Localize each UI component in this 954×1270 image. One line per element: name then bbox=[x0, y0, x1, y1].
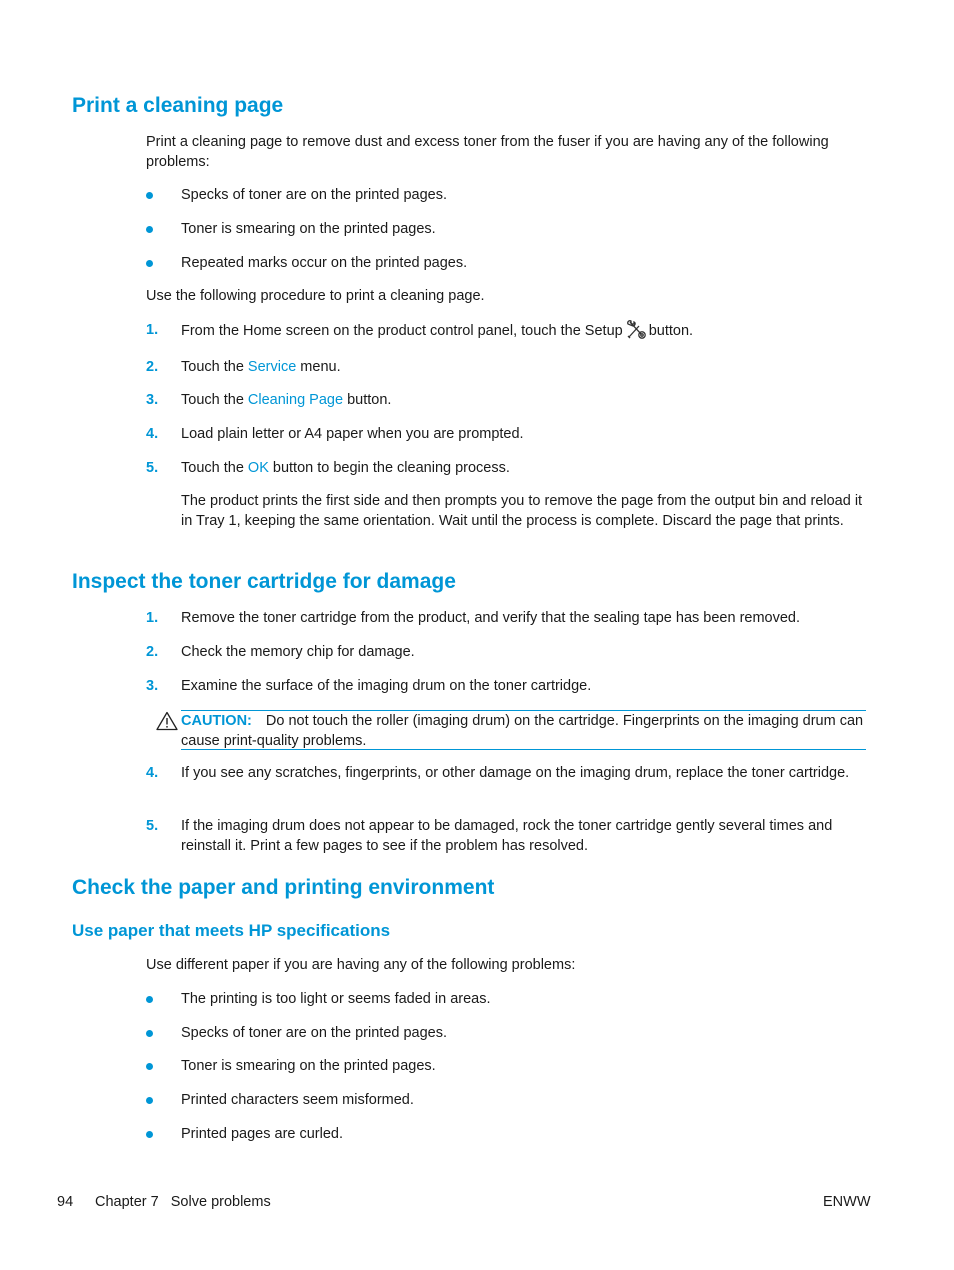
cleaning-page-link[interactable]: Cleaning Page bbox=[247, 392, 344, 408]
caution-text: Do not touch the roller (imaging drum) on the cartridge. Fingerprints on the imaging drum can cause print-quality problems. bbox=[181, 713, 864, 749]
bullet-icon bbox=[146, 192, 153, 199]
step-text: From the Home screen on the product control panel, touch the Setup button. bbox=[181, 320, 866, 341]
list-item-text: Toner is smearing on the printed pages. bbox=[181, 221, 436, 237]
page-number: 94 bbox=[57, 1194, 74, 1210]
list-item-text: Specks of toner are on the printed pages. bbox=[181, 1025, 448, 1041]
step-number: 3. bbox=[146, 392, 159, 408]
bullet-icon bbox=[146, 1097, 153, 1104]
list-item-text: Repeated marks occur on the printed pages. bbox=[181, 255, 468, 271]
list-item-text: The printing is too light or seems faded in areas. bbox=[181, 991, 491, 1007]
step-text: Touch the Cleaning Page button. bbox=[181, 392, 392, 408]
step-text: If you see any scratches, fingerprints, or other damage on the imaging drum, replace the toner cartridge. bbox=[181, 765, 850, 781]
step-number: 2. bbox=[146, 359, 159, 375]
bullet-icon bbox=[146, 1131, 153, 1138]
step-text: Examine the surface of the imaging drum on the toner cartridge. bbox=[181, 678, 592, 694]
step-text: Check the memory chip for damage. bbox=[181, 644, 415, 660]
list-item-text: Toner is smearing on the printed pages. bbox=[181, 1058, 436, 1074]
step-number: 5. bbox=[146, 818, 159, 834]
chapter-title: Chapter 7 Solve problems bbox=[95, 1194, 271, 1210]
step-text: Touch the OK button to begin the cleaning process. bbox=[181, 460, 510, 476]
caution-label: CAUTION: bbox=[181, 713, 252, 729]
step-number: 4. bbox=[146, 426, 159, 442]
section-heading-print-cleaning-page: Print a cleaning page bbox=[72, 94, 284, 117]
list-item-text: Printed pages are curled. bbox=[181, 1126, 344, 1142]
section3-intro: Use different paper if you are having any of the following problems: bbox=[146, 957, 576, 973]
service-link[interactable]: Service bbox=[247, 359, 297, 375]
step-number: 1. bbox=[146, 322, 159, 338]
section-heading-check-paper: Check the paper and printing environment bbox=[72, 876, 495, 899]
caution-content bbox=[181, 711, 866, 751]
subheading-use-hp-paper: Use paper that meets HP specifications bbox=[72, 921, 391, 940]
step-number: 5. bbox=[146, 460, 159, 476]
bullet-icon bbox=[146, 1030, 153, 1037]
caution-box bbox=[181, 710, 866, 750]
step-number: 1. bbox=[146, 610, 159, 626]
ok-link[interactable]: OK bbox=[247, 460, 269, 476]
warning-triangle-icon bbox=[156, 711, 178, 731]
step-number: 3. bbox=[146, 678, 159, 694]
bullet-icon bbox=[146, 226, 153, 233]
step-number: 2. bbox=[146, 644, 159, 660]
list-item-text: Specks of toner are on the printed pages. bbox=[181, 187, 448, 203]
procedure-intro: Use the following procedure to print a cleaning page. bbox=[146, 288, 485, 304]
step-note-text: The product prints the first side and then prompts you to remove the page from the output bin and reload it in Tray 1, keeping the same orientation. Wait until the process is complete. Discard the page that prints. bbox=[181, 493, 863, 529]
step-text: Remove the toner cartridge from the product, and verify that the sealing tape has been removed. bbox=[181, 610, 801, 626]
section-heading-inspect-toner: Inspect the toner cartridge for damage bbox=[72, 570, 456, 593]
footer-enww: ENWW bbox=[823, 1194, 871, 1210]
step-text: If the imaging drum does not appear to be damaged, rock the toner cartridge gently several times and reinstall it. Print a few pages to see if the problem has resolved. bbox=[181, 818, 833, 854]
step-text: Load plain letter or A4 paper when you are prompted. bbox=[181, 426, 524, 442]
step-number: 4. bbox=[146, 765, 159, 781]
bullet-icon bbox=[146, 260, 153, 267]
bullet-icon bbox=[146, 996, 153, 1003]
section1-intro: Print a cleaning page to remove dust and excess toner from the fuser if you are having any of the following problems: bbox=[146, 134, 829, 170]
list-item-text: Printed characters seem misformed. bbox=[181, 1092, 414, 1108]
step-text: Touch the Service menu. bbox=[181, 359, 341, 375]
bullet-icon bbox=[146, 1063, 153, 1070]
setup-wrench-icon bbox=[625, 320, 647, 340]
